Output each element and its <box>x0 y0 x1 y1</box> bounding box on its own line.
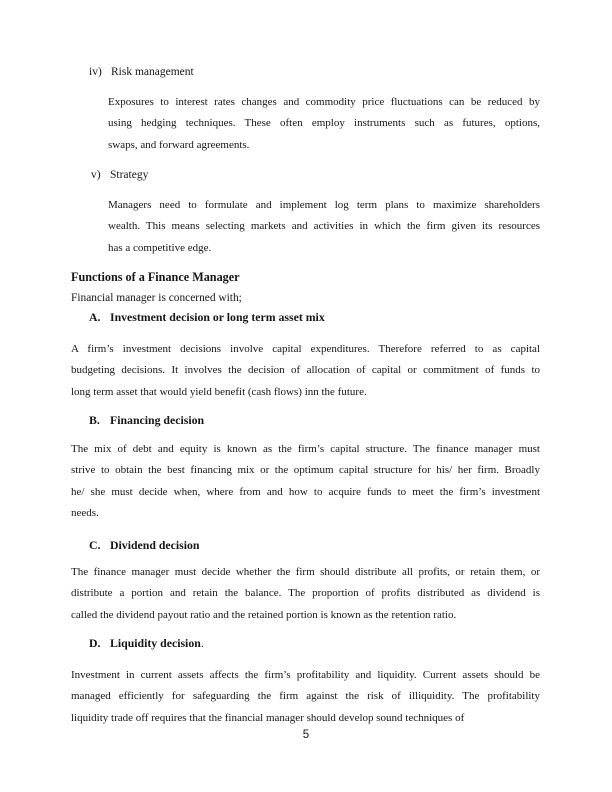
intro-line: Financial manager is concerned with; <box>71 292 242 304</box>
text-line: he/ she must decide when, where from and how to acquire funds to meet the firm’s investment <box>71 485 540 498</box>
text-line: Exposures to interest rates changes and commodity price fluctuations can be reduced by <box>108 96 540 108</box>
function-heading-liquidity <box>89 633 541 654</box>
text-line: The mix of debt and equity is known as the firm’s capital structure. The finance manager must <box>71 443 540 455</box>
list-marker: B. <box>89 413 100 427</box>
paragraph-strategy <box>108 195 540 259</box>
function-heading-label: Dividend decision <box>110 538 200 552</box>
function-heading-label: Financing decision <box>110 413 205 427</box>
list-marker: iv) <box>89 66 102 78</box>
text-line: called the dividend payout ratio and the retained portion is known as the retention ratio. <box>71 608 457 621</box>
text-line: long term asset that would yield benefit (cash flows) inn the future. <box>71 385 367 398</box>
list-marker: D. <box>89 636 101 650</box>
list-marker: v) <box>91 169 101 181</box>
function-heading-label: Liquidity decision <box>110 636 201 650</box>
list-marker: A. <box>89 310 101 324</box>
paragraph-financing-decision <box>71 439 540 524</box>
text-line: distribute a portion and retain the balance. The proportion of profits distributed as dividend is <box>71 587 540 600</box>
function-heading-label: Investment decision or long term asset mix <box>110 310 325 324</box>
function-heading-investment <box>89 307 541 328</box>
text-line: Managers need to formulate and implement log term plans to maximize shareholders <box>108 199 540 211</box>
list-item-label: Risk management <box>111 66 194 78</box>
page-number: 5 <box>302 729 310 741</box>
text-line: liquidity trade off requires that the financial manager should develop sound techniques of <box>71 711 465 724</box>
function-heading-dividend <box>89 535 541 556</box>
text-line: budgeting decisions. It involves the decision of allocation of capital or commitment of funds to <box>71 364 540 377</box>
text-line: has a competitive edge. <box>108 241 212 254</box>
text-line: Investment in current assets affects the firm’s profitability and liquidity. Current assets should be <box>71 669 540 681</box>
text-line: swaps, and forward agreements. <box>108 138 250 151</box>
function-heading-financing <box>89 410 541 431</box>
text-line: managed efficiently for safeguarding the firm against the risk of illiquidity. The profitability <box>71 690 540 703</box>
text-line: needs. <box>71 506 99 519</box>
text-line: A firm’s investment decisions involve capital expenditures. Therefore referred to as capital <box>71 343 540 355</box>
text-line: wealth. This means selecting markets and activities in which the firm given its resources <box>108 220 540 233</box>
paragraph-investment-decision <box>71 339 540 403</box>
text-line: strive to obtain the best financing mix or the optimum capital structure for his/ her firm. Broadly <box>71 464 540 477</box>
list-item-risk-management <box>89 62 541 83</box>
paragraph-liquidity-decision <box>71 665 540 729</box>
text-line: The finance manager must decide whether the firm should distribute all profits, or retain them, or <box>71 566 540 578</box>
paragraph-dividend-decision <box>71 562 540 626</box>
section-heading: Functions of a Finance Manager <box>71 270 240 284</box>
list-marker: C. <box>89 538 101 552</box>
text-line: using hedging techniques. These often employ instruments such as futures, options, <box>108 117 540 130</box>
function-heading-suffix: . <box>200 636 204 650</box>
paragraph-risk-management <box>108 92 540 156</box>
list-item-strategy <box>91 165 541 186</box>
list-item-label: Strategy <box>110 169 149 181</box>
